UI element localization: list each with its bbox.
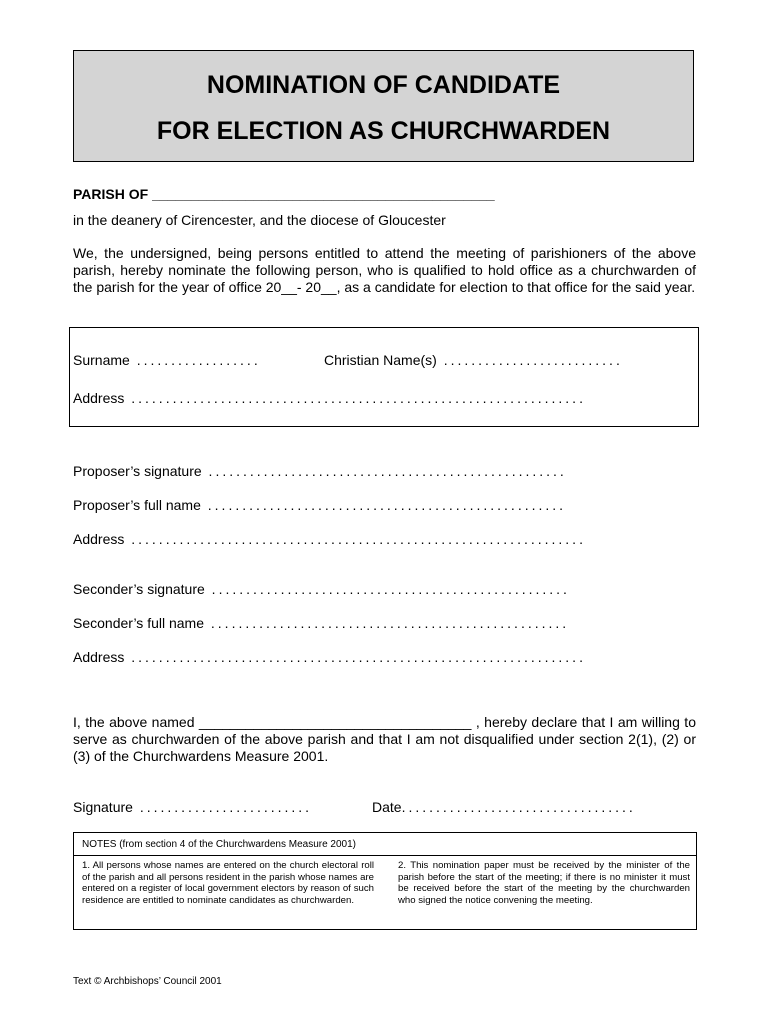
candidate-address-field[interactable]: Address .................................................................. (73, 390, 586, 406)
christian-name-field[interactable]: Christian Name(s) .......................... (324, 352, 623, 368)
signature-field[interactable]: Signature ......................... (73, 799, 313, 815)
seconder-full-name-label: Seconder’s full name (73, 615, 205, 631)
proposer-signature-field[interactable]: Proposer’s signature .................................................... (73, 463, 567, 479)
candidate-box (69, 327, 699, 427)
notes-box (73, 832, 697, 930)
title-box (73, 50, 694, 162)
note-1: 1. All persons whose names are entered on the church electoral roll of the parish and all persons resident in the parish whose names are entered on a register of local government electors by reason of such residence are entitled to nominate candidates as churchwarden. (82, 860, 374, 906)
surname-label: Surname (73, 352, 130, 368)
deanery-text: in the deanery of Cirencester, and the diocese of Gloucester (73, 212, 446, 228)
notes-divider (74, 855, 696, 856)
notes-heading: NOTES (from section 4 of the Churchwardens Measure 2001) (82, 839, 357, 850)
proposer-address-label: Address (73, 531, 125, 547)
declaration-paragraph: I, the above named ___________________________________ , hereby declare that I am willing to serve as churchwarden of the above parish and that I am not disqualified under section 2(1), (2) or (3) of the Churchwardens Measure 2001. (73, 714, 696, 764)
signature-label: Signature (73, 799, 133, 815)
surname-field[interactable]: Surname .................. (73, 352, 261, 368)
christian-name-label: Christian Name(s) (324, 352, 437, 368)
copyright-footer: Text © Archbishops’ Council 2001 (73, 976, 222, 987)
parish-field[interactable]: PARISH OF ____________________________________________ (73, 186, 495, 202)
proposer-address-field[interactable]: Address .................................................................. (73, 531, 586, 547)
nomination-paragraph: We, the undersigned, being persons entitled to attend the meeting of parishioners of the above parish, hereby nominate the following person, who is qualified to hold office as a churchwarden of the parish for the year of office 20__- 20__, as a candidate for election to that office for the said year. (73, 245, 696, 295)
proposer-full-name-field[interactable]: Proposer’s full name .................................................... (73, 497, 567, 513)
candidate-address-label: Address (73, 390, 125, 406)
date-field[interactable]: Date.................................. (372, 799, 636, 815)
seconder-signature-field[interactable]: Seconder’s signature .................................................... (73, 581, 570, 597)
seconder-address-label: Address (73, 649, 125, 665)
seconder-address-field[interactable]: Address .................................................................. (73, 649, 586, 665)
form-title-line-2: FOR ELECTION AS CHURCHWARDEN (156, 117, 611, 145)
proposer-full-name-label: Proposer’s full name (73, 497, 201, 513)
note-2: 2. This nomination paper must be received by the minister of the parish before the start of the meeting; if there is no minister it must be received before the start of the meeting by the churchwarden who signed the notice convening the meeting. (398, 860, 690, 906)
date-label: Date (372, 799, 402, 815)
seconder-full-name-field[interactable]: Seconder’s full name .................................................... (73, 615, 570, 631)
form-title-line-1: NOMINATION OF CANDIDATE (206, 71, 561, 99)
proposer-signature-label: Proposer’s signature (73, 463, 202, 479)
seconder-signature-label: Seconder’s signature (73, 581, 205, 597)
